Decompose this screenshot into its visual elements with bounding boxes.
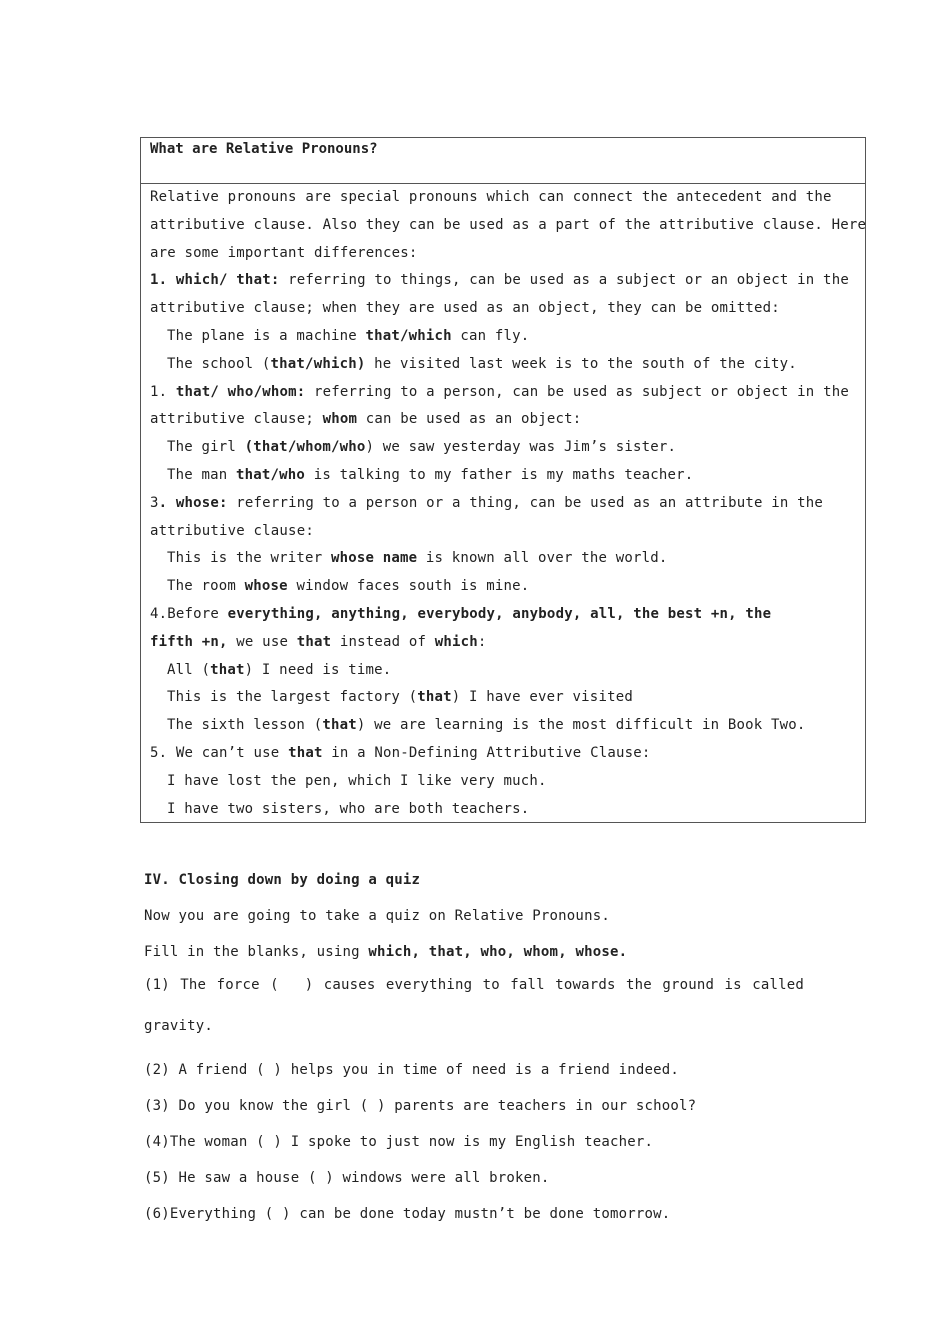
example-2b: The man that/who is talking to my father is my maths teacher. — [167, 466, 694, 483]
rule-4: 4.Before everything, anything, everybody, anybody, all, the best +n, the — [150, 605, 772, 622]
example-1b: The school (that/which) he visited last week is to the south of the city. — [167, 355, 797, 372]
question-5: (5) He saw a house ( ) windows were all broken. — [144, 1170, 550, 1186]
question-4: (4)The woman ( ) I spoke to just now is my English teacher. — [144, 1134, 654, 1150]
rule-4-cont: fifth +n, we use that instead of which: — [150, 633, 487, 650]
rule-1-cont: attributive clause; when they are used as an object, they can be omitted: — [150, 300, 780, 317]
rule-3-cont: attributive clause: — [150, 522, 314, 539]
relative-pronouns-table — [140, 137, 866, 823]
quiz-section — [144, 862, 844, 1232]
example-4b: This is the largest factory (that) I have ever visited — [167, 689, 633, 706]
question-3: (3) Do you know the girl ( ) parents are teachers in our school? — [144, 1098, 697, 1114]
example-5a: I have lost the pen, which I like very much. — [167, 772, 547, 789]
example-3a: This is the writer whose name is known all over the world. — [167, 550, 668, 567]
quiz-heading: IV. Closing down by doing a quiz — [144, 872, 421, 888]
rule-1: 1. which/ that: referring to things, can be used as a subject or an object in the — [150, 272, 849, 289]
question-2: (2) A friend ( ) helps you in time of need is a friend indeed. — [144, 1062, 679, 1078]
intro-line-2: attributive clause. Also they can be used as a part of the attributive clause. Here — [150, 216, 867, 233]
table-title: What are Relative Pronouns? — [141, 138, 865, 184]
example-1a: The plane is a machine that/which can fly. — [167, 327, 530, 344]
rule-5: 5. We can’t use that in a Non-Defining Attributive Clause: — [150, 744, 651, 761]
example-4c: The sixth lesson (that) we are learning is the most difficult in Book Two. — [167, 717, 806, 734]
quiz-intro: Now you are going to take a quiz on Relative Pronouns. — [144, 908, 610, 924]
question-6: (6)Everything ( ) can be done today mustn’t be done tomorrow. — [144, 1206, 671, 1222]
rule-2-cont: attributive clause; whom can be used as an object: — [150, 411, 582, 428]
question-1: (1) The force ( ) causes everything to fall towards the ground is called — [144, 977, 804, 993]
intro-line-3: are some important differences: — [150, 244, 418, 261]
quiz-instructions: Fill in the blanks, using which, that, who, whom, whose. — [144, 944, 628, 960]
intro-line-1: Relative pronouns are special pronouns which can connect the antecedent and the — [150, 189, 832, 205]
example-3b: The room whose window faces south is mine. — [167, 578, 530, 595]
question-1-cont: gravity. — [144, 1018, 214, 1034]
rule-3: 3. whose: referring to a person or a thing, can be used as an attribute in the — [150, 494, 824, 511]
rule-2: 1. that/ who/whom: referring to a person, can be used as subject or object in the — [150, 383, 849, 400]
example-2a: The girl (that/whom/who) we saw yesterday was Jim’s sister. — [167, 439, 677, 456]
example-4a: All (that) I need is time. — [167, 661, 392, 678]
table-body — [141, 184, 865, 823]
example-5b: I have two sisters, who are both teachers. — [167, 800, 530, 817]
